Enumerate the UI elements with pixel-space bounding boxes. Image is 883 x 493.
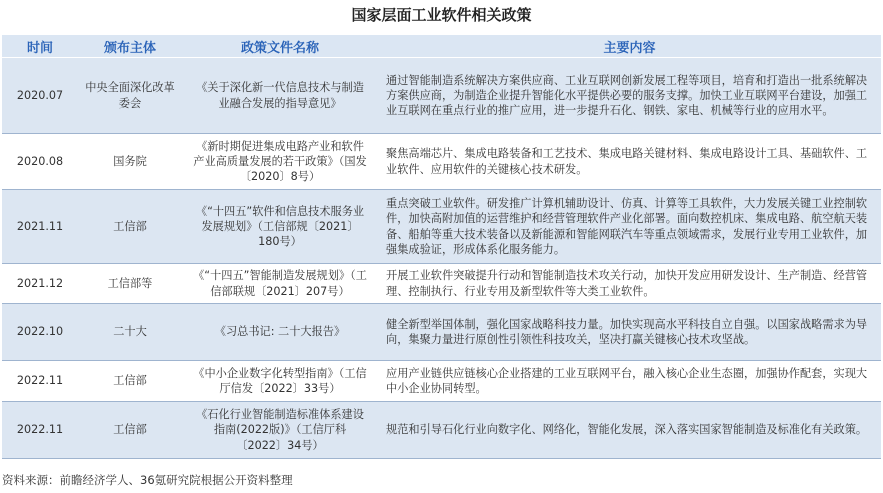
cell-issuer: 二十大 xyxy=(78,304,182,361)
cell-doc: 《“十四五”软件和信息技术服务业发展规划》（工信部规〔2021〕180号） xyxy=(182,190,378,264)
cell-issuer: 工信部 xyxy=(78,190,182,264)
cell-content: 规范和引导石化行业向数字化、网络化，智能化发展，深入落实国家智能制造及标准化有关政策。 xyxy=(378,402,881,459)
table-row xyxy=(2,361,881,402)
table-row xyxy=(2,264,881,304)
cell-issuer: 中央全面深化改革委会 xyxy=(78,58,182,134)
cell-doc: 《新时期促进集成电路产业和软件产业高质量发展的若干政策》（国发〔2020〕8号） xyxy=(182,134,378,190)
cell-issuer: 工信部等 xyxy=(78,264,182,304)
page-title: 国家层面工业软件相关政策 xyxy=(351,6,532,24)
cell-issuer: 国务院 xyxy=(78,134,182,190)
table-row xyxy=(2,58,881,134)
cell-issuer: 工信部 xyxy=(78,361,182,402)
table-row xyxy=(2,134,881,190)
table-header-row xyxy=(2,35,881,58)
cell-content: 重点突破工业软件。研发推广计算机辅助设计、仿真、计算等工具软件，大力发展关键工业控制软件，加快高附加值的运营维护和经营管理软件产业化部署。面向数控机床、集成电路、航空航天装备、船舶等重大技术装备以及新能源和智能网联汽车等重点领域需求，发展行业专用工业软件，加强集成验证，形成体系化服务能力。 xyxy=(378,190,881,264)
cell-time: 2021.11 xyxy=(2,190,78,264)
cell-doc: 《中小企业数字化转型指南》（工信厅信发〔2022〕33号） xyxy=(182,361,378,402)
cell-time: 2022.11 xyxy=(2,361,78,402)
cell-content: 应用产业链供应链核心企业搭建的工业互联网平台，融入核心企业生态圈，加强协作配套，实现大中小企业协同转型。 xyxy=(378,361,881,402)
cell-content: 开展工业软件突破提升行动和智能制造技术攻关行动，加快开发应用研发设计、生产制造、经营管理、控制执行、行业专用及新型软件等大类工业软件。 xyxy=(378,264,881,304)
cell-content: 聚焦高端芯片、集成电路装备和工艺技术、集成电路关键材料、集成电路设计工具、基础软件、工业软件、应用软件的关键核心技术研发。 xyxy=(378,134,881,190)
source-note: 资料来源：前瞻经济学人、36氪研究院根据公开资料整理 xyxy=(2,473,293,487)
cell-time: 2021.12 xyxy=(2,264,78,304)
cell-doc: 《习总书记: 二十大报告》 xyxy=(182,304,378,361)
cell-issuer: 工信部 xyxy=(78,402,182,459)
cell-time: 2020.07 xyxy=(2,58,78,134)
cell-doc: 《石化行业智能制造标准体系建设指南(2022版)》（工信厅科〔2022〕34号） xyxy=(182,402,378,459)
policy-table xyxy=(2,35,881,459)
header-time: 时间 xyxy=(2,35,78,58)
cell-doc: 《“十四五”智能制造发展规划》（工信部联规〔2021〕207号） xyxy=(182,264,378,304)
header-doc: 政策文件名称 xyxy=(182,35,378,58)
cell-time: 2022.11 xyxy=(2,402,78,459)
cell-content: 健全新型举国体制，强化国家战略科技力量。加快实现高水平科技自立自强。以国家战略需求为导向，集聚力量进行原创性引领性科技攻关，坚决打赢关键核心技术攻坚战。 xyxy=(378,304,881,361)
table-row xyxy=(2,190,881,264)
cell-content: 通过智能制造系统解决方案供应商、工业互联网创新发展工程等项目，培育和打造出一批系统解决方案供应商，为制造企业提升智能化水平提供必要的服务支撑。加快工业互联网平台建设，加强工业互联网在重点行业的推广应用，进一步提升石化、钢铁、家电、机械等行业的应用水平。 xyxy=(378,58,881,134)
header-content: 主要内容 xyxy=(378,35,881,58)
header-issuer: 颁布主体 xyxy=(78,35,182,58)
table-row xyxy=(2,304,881,361)
cell-doc: 《关于深化新一代信息技术与制造业融合发展的指导意见》 xyxy=(182,58,378,134)
cell-time: 2020.08 xyxy=(2,134,78,190)
table-row xyxy=(2,402,881,459)
cell-time: 2022.10 xyxy=(2,304,78,361)
